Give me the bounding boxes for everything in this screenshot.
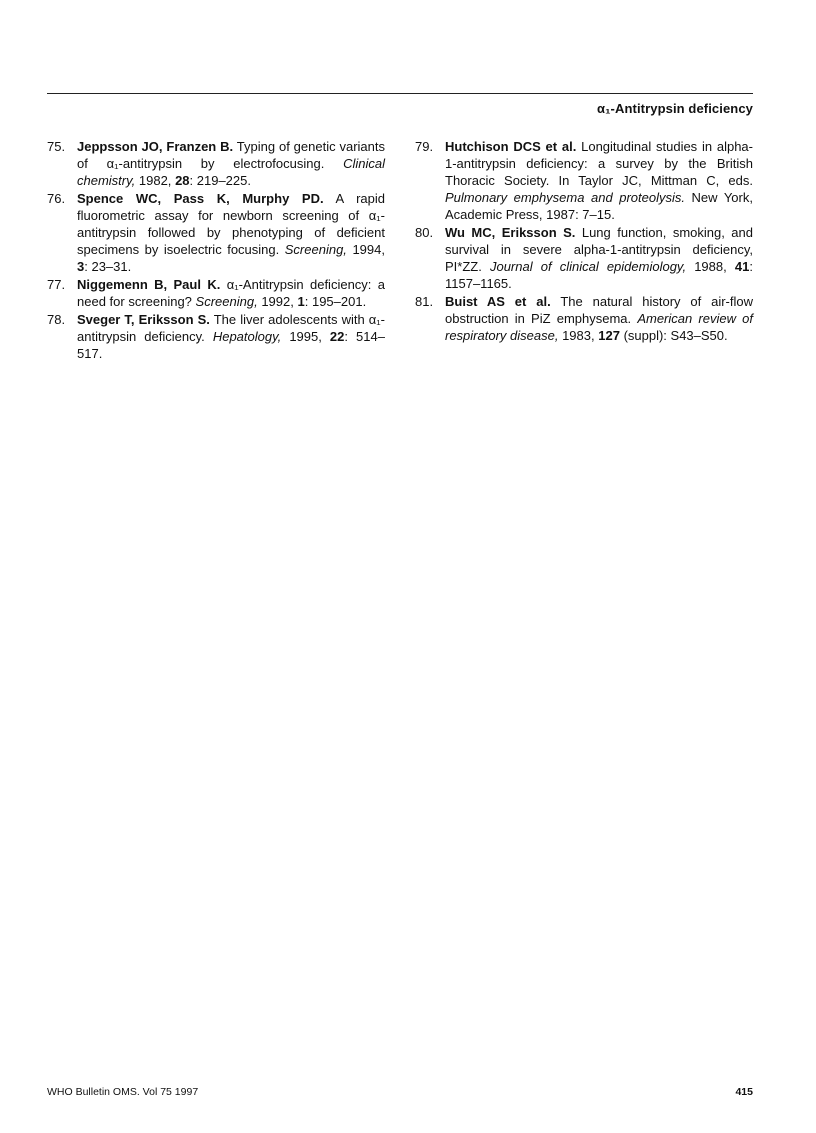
ref-authors: Niggemenn B, Paul K. — [77, 277, 221, 292]
page-number: 415 — [735, 1086, 753, 1098]
ref-authors: Spence WC, Pass K, Murphy PD. — [77, 191, 324, 206]
ref-number: 80. — [415, 225, 434, 240]
ref-journal: Screening, — [284, 242, 347, 257]
ref-journal: Clinical chemistry, — [77, 156, 385, 188]
reference-80 — [415, 224, 753, 292]
ref-journal: American review of respiratory disease, — [445, 311, 753, 343]
ref-volume: 1 — [297, 294, 305, 309]
ref-journal: Journal of clinical epidemiology, — [489, 259, 687, 274]
reference-81 — [415, 293, 753, 344]
ref-number: 75. — [47, 139, 66, 154]
ref-pages: (suppl): S43–S50. — [619, 328, 728, 343]
footer-journal: WHO Bulletin OMS. Vol 75 1997 — [47, 1086, 199, 1098]
ref-volume: 41 — [734, 259, 750, 274]
ref-pages: : 23–31. — [84, 259, 132, 274]
ref-year: 1994, — [352, 242, 385, 257]
ref-year: 1988, — [694, 259, 727, 274]
ref-title: The natural history of air-flow obstruction in PiZ emphysema. — [445, 294, 753, 326]
running-title: α₁-Antitrypsin deficiency — [596, 101, 753, 116]
ref-journal: Screening, — [195, 294, 258, 309]
ref-year: 1992, — [261, 294, 294, 309]
ref-pages: : 1157–1165. — [445, 259, 753, 291]
ref-authors: Buist AS et al. — [445, 294, 551, 309]
ref-authors: Sveger T, Eriksson S. — [77, 312, 210, 327]
reference-77 — [47, 276, 385, 310]
ref-volume: 3 — [77, 259, 85, 274]
ref-number: 78. — [47, 312, 66, 327]
ref-authors: Jeppsson JO, Franzen B. — [77, 139, 234, 154]
references-left-column — [47, 138, 385, 363]
ref-authors: Wu MC, Eriksson S. — [445, 225, 576, 240]
ref-journal: Hepatology, — [212, 329, 282, 344]
references-right-column — [415, 138, 753, 345]
ref-journal: Pulmonary emphysema and proteolysis. — [445, 190, 685, 205]
ref-year: 1982, — [138, 173, 172, 188]
ref-number: 76. — [47, 191, 66, 206]
ref-title: α₁-Antitrypsin deficiency: a need for screening? — [77, 277, 385, 309]
reference-75 — [47, 138, 385, 189]
ref-title: Typing of genetic variants of α₁-antitrypsin by electrofocusing. — [77, 139, 385, 171]
ref-pages: 7–15. — [578, 207, 615, 222]
reference-79 — [415, 138, 753, 223]
ref-pages: : 195–201. — [304, 294, 367, 309]
ref-volume: 127 — [598, 328, 620, 343]
ref-year: 1995, — [289, 329, 322, 344]
header-rule — [47, 93, 753, 94]
reference-76 — [47, 190, 385, 275]
reference-78 — [47, 311, 385, 362]
ref-title: The liver adolescents with α₁-antitrypsin deficiency. — [77, 312, 385, 344]
ref-number: 79. — [415, 139, 434, 154]
ref-volume: 28 — [175, 173, 190, 188]
ref-title: A rapid fluorometric assay for newborn screening of α₁-antitrypsin followed by phenotyping of deficient specimens by isoelectric focusing. — [77, 191, 385, 257]
ref-pages: : 514–517. — [77, 329, 385, 361]
ref-authors: Hutchison DCS et al. — [445, 139, 577, 154]
ref-title: Lung function, smoking, and survival in severe alpha-1-antitrypsin deficiency, PI*ZZ. — [445, 225, 753, 274]
ref-volume: 22 — [329, 329, 345, 344]
ref-number: 81. — [415, 294, 434, 309]
ref-title: Longitudinal studies in alpha-1-antitrypsin deficiency: a survey by the British Thoracic Society. In Taylor JC, Mittman C, eds. — [445, 139, 753, 188]
ref-year: New York, Academic Press, 1987: — [445, 190, 753, 222]
ref-number: 77. — [47, 277, 66, 292]
ref-pages: : 219–225. — [189, 173, 251, 188]
ref-year: 1983, — [562, 328, 595, 343]
